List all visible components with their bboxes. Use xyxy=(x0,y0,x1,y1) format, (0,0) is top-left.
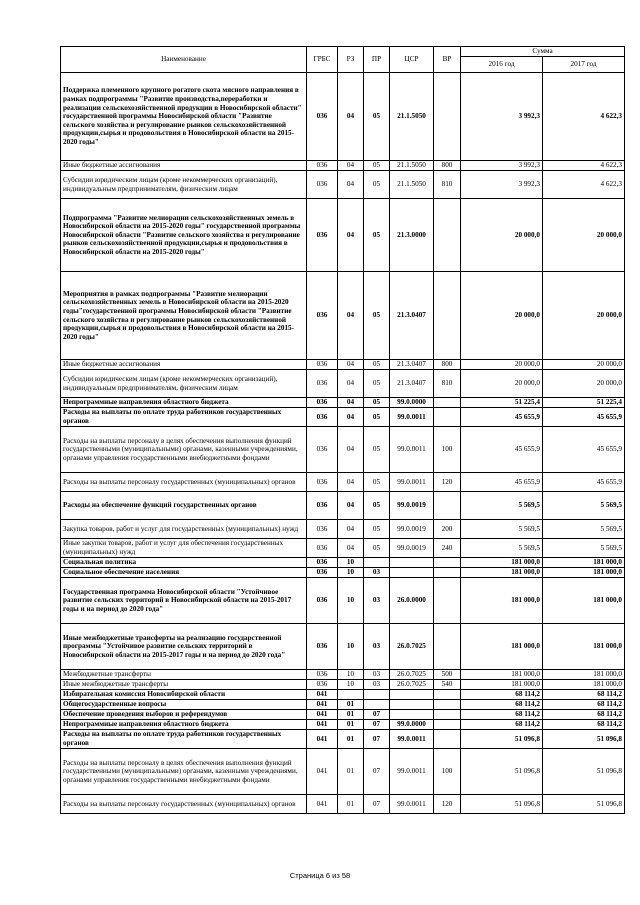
cell-name: Обеспечение проведения выборов и референдумов xyxy=(61,710,307,720)
col-header-csr: ЦСР xyxy=(390,47,434,73)
cell-csr: 21.3.0407 xyxy=(390,370,434,398)
cell-name: Расходы на выплаты персоналу государственных (муниципальных) органов xyxy=(61,795,307,814)
table-row xyxy=(61,720,625,730)
cell-csr: 99.0.0019 xyxy=(390,539,434,558)
table-row xyxy=(61,427,625,473)
table-row xyxy=(61,578,625,624)
cell-name: Иные бюджетные ассигнования xyxy=(61,161,307,171)
cell-rz: 01 xyxy=(338,795,364,814)
cell-rz: 01 xyxy=(338,730,364,749)
cell-vr xyxy=(434,700,461,710)
cell-name: Непрограммные направления областного бюджета xyxy=(61,720,307,730)
table-row xyxy=(61,710,625,720)
table-row xyxy=(61,272,625,360)
cell-rz: 04 xyxy=(338,398,364,408)
cell-pr: 07 xyxy=(364,710,390,720)
cell-name: Поддержка племенного крупного рогатого скота мясного направления в рамках подпрограммы "Развитие производства,переработки и реализации сельскохозяйственной продукции в Новосибирской области" государственной программы Новосибирской области "Развитие сельского хозяйства и регулирование рынков сельскохозяйственной продукции,сырья и продовольствия в Новосибирской области на 2015-2020 годы" xyxy=(61,73,307,161)
cell-grbs: 041 xyxy=(307,749,338,795)
table-row xyxy=(61,690,625,700)
cell-csr: 26.0.7025 xyxy=(390,680,434,690)
cell-rz: 10 xyxy=(338,568,364,578)
cell-grbs: 036 xyxy=(307,473,338,492)
cell-sum-2017: 68 114,2 xyxy=(543,710,625,720)
cell-pr: 07 xyxy=(364,749,390,795)
cell-csr: 21.3.0000 xyxy=(390,199,434,272)
cell-pr: 05 xyxy=(364,272,390,360)
cell-sum-2017: 20 000,0 xyxy=(543,370,625,398)
cell-sum-2017: 181 000,0 xyxy=(543,670,625,680)
cell-pr: 05 xyxy=(364,398,390,408)
cell-sum-2017: 181 000,0 xyxy=(543,568,625,578)
cell-csr: 99.0.0011 xyxy=(390,749,434,795)
cell-vr xyxy=(434,578,461,624)
cell-sum-2016: 20 000,0 xyxy=(461,272,543,360)
cell-name: Расходы на выплаты персоналу государственных (муниципальных) органов xyxy=(61,473,307,492)
cell-rz: 10 xyxy=(338,680,364,690)
cell-name: Непрограммные направления областного бюджета xyxy=(61,398,307,408)
cell-rz: 10 xyxy=(338,624,364,670)
table-row xyxy=(61,370,625,398)
cell-grbs: 041 xyxy=(307,720,338,730)
cell-grbs: 036 xyxy=(307,568,338,578)
cell-sum-2016: 5 569,5 xyxy=(461,520,543,539)
cell-sum-2016: 3 992,3 xyxy=(461,161,543,171)
col-header-name: Наименование xyxy=(61,47,307,73)
cell-name: Социальная политика xyxy=(61,558,307,568)
cell-vr: 800 xyxy=(434,161,461,171)
table-row xyxy=(61,360,625,370)
cell-name: Расходы на выплаты персоналу в целях обеспечения выполнения функций государственными (муниципальными) органами, казенными учреждениями, органами управления государственными внебюджетными фондами xyxy=(61,427,307,473)
cell-vr: 240 xyxy=(434,539,461,558)
cell-name: Общегосударственные вопросы xyxy=(61,700,307,710)
cell-grbs: 036 xyxy=(307,558,338,568)
cell-name: Субсидии юридическим лицам (кроме некоммерческих организаций), индивидуальным предпринимателям, физическим лицам xyxy=(61,171,307,199)
table-row xyxy=(61,492,625,520)
cell-sum-2016: 68 114,2 xyxy=(461,720,543,730)
table-row xyxy=(61,795,625,814)
cell-name: Иные закупки товаров, работ и услуг для обеспечения государственных (муниципальных) нужд xyxy=(61,539,307,558)
cell-sum-2017: 20 000,0 xyxy=(543,199,625,272)
table-row xyxy=(61,680,625,690)
cell-vr: 810 xyxy=(434,171,461,199)
cell-grbs: 036 xyxy=(307,171,338,199)
cell-vr: 200 xyxy=(434,520,461,539)
cell-rz: 04 xyxy=(338,360,364,370)
cell-vr xyxy=(434,492,461,520)
cell-rz: 04 xyxy=(338,272,364,360)
cell-sum-2017: 68 114,2 xyxy=(543,700,625,710)
cell-rz: 04 xyxy=(338,539,364,558)
table-row xyxy=(61,161,625,171)
cell-pr: 07 xyxy=(364,795,390,814)
cell-csr: 99.0.0011 xyxy=(390,427,434,473)
cell-rz: 04 xyxy=(338,408,364,427)
cell-sum-2016: 51 096,8 xyxy=(461,749,543,795)
cell-pr: 05 xyxy=(364,539,390,558)
cell-sum-2016: 3 992,3 xyxy=(461,73,543,161)
cell-sum-2016: 5 569,5 xyxy=(461,539,543,558)
cell-rz: 04 xyxy=(338,492,364,520)
cell-pr: 05 xyxy=(364,408,390,427)
cell-rz: 04 xyxy=(338,473,364,492)
cell-sum-2016: 3 992,3 xyxy=(461,171,543,199)
cell-csr: 21.1.5050 xyxy=(390,161,434,171)
cell-rz: 04 xyxy=(338,171,364,199)
cell-csr xyxy=(390,568,434,578)
cell-name: Иные бюджетные ассигнования xyxy=(61,360,307,370)
cell-sum-2017: 4 622,3 xyxy=(543,161,625,171)
cell-rz: 04 xyxy=(338,520,364,539)
cell-name: Избирательная комиссия Новосибирской области xyxy=(61,690,307,700)
cell-pr: 03 xyxy=(364,680,390,690)
cell-sum-2016: 5 569,5 xyxy=(461,492,543,520)
cell-grbs: 041 xyxy=(307,700,338,710)
cell-sum-2017: 45 655,9 xyxy=(543,427,625,473)
cell-rz: 01 xyxy=(338,710,364,720)
cell-csr xyxy=(390,690,434,700)
cell-pr: 03 xyxy=(364,670,390,680)
table-row xyxy=(61,568,625,578)
cell-sum-2016: 51 225,4 xyxy=(461,398,543,408)
cell-rz: 04 xyxy=(338,427,364,473)
cell-csr: 99.0.0000 xyxy=(390,720,434,730)
table-row xyxy=(61,700,625,710)
cell-csr: 26.0.7025 xyxy=(390,624,434,670)
table-row xyxy=(61,670,625,680)
cell-sum-2017: 51 096,8 xyxy=(543,795,625,814)
cell-vr xyxy=(434,558,461,568)
cell-name: Субсидии юридическим лицам (кроме некоммерческих организаций), индивидуальным предпринимателям, физическим лицам xyxy=(61,370,307,398)
cell-sum-2016: 181 000,0 xyxy=(461,680,543,690)
col-header-sum: Сумма xyxy=(461,47,625,57)
cell-csr: 99.0.0011 xyxy=(390,795,434,814)
cell-sum-2016: 51 096,8 xyxy=(461,730,543,749)
cell-vr: 120 xyxy=(434,795,461,814)
cell-csr: 99.0.0000 xyxy=(390,398,434,408)
cell-name: Государственная программа Новосибирской области "Устойчивое развитие сельских территорий в Новосибирской области на 2015-2017 годы и на период до 2020 года" xyxy=(61,578,307,624)
cell-rz: 04 xyxy=(338,161,364,171)
cell-grbs: 036 xyxy=(307,624,338,670)
cell-sum-2017: 181 000,0 xyxy=(543,624,625,670)
cell-sum-2017: 51 225,4 xyxy=(543,398,625,408)
cell-grbs: 036 xyxy=(307,199,338,272)
table-row xyxy=(61,624,625,670)
cell-sum-2017: 45 655,9 xyxy=(543,408,625,427)
cell-name: Расходы на обеспечение функций государственных органов xyxy=(61,492,307,520)
cell-vr xyxy=(434,730,461,749)
cell-grbs: 036 xyxy=(307,578,338,624)
cell-sum-2016: 181 000,0 xyxy=(461,568,543,578)
cell-pr: 05 xyxy=(364,360,390,370)
cell-name: Иные межбюджетные трансферты xyxy=(61,680,307,690)
cell-vr: 540 xyxy=(434,680,461,690)
table-row xyxy=(61,398,625,408)
cell-sum-2017: 20 000,0 xyxy=(543,272,625,360)
cell-grbs: 036 xyxy=(307,73,338,161)
cell-pr xyxy=(364,690,390,700)
cell-grbs: 036 xyxy=(307,492,338,520)
col-header-vr: ВР xyxy=(434,47,461,73)
cell-rz: 04 xyxy=(338,199,364,272)
page-number: Страница 6 из 58 xyxy=(289,871,351,880)
cell-csr xyxy=(390,558,434,568)
cell-pr: 03 xyxy=(364,578,390,624)
cell-grbs: 036 xyxy=(307,680,338,690)
cell-sum-2017: 51 096,8 xyxy=(543,730,625,749)
cell-grbs: 036 xyxy=(307,161,338,171)
cell-grbs: 036 xyxy=(307,520,338,539)
cell-csr: 99.0.0011 xyxy=(390,408,434,427)
cell-sum-2017: 68 114,2 xyxy=(543,720,625,730)
cell-vr xyxy=(434,408,461,427)
table-body xyxy=(61,73,625,814)
cell-grbs: 041 xyxy=(307,795,338,814)
cell-rz: 01 xyxy=(338,720,364,730)
cell-pr: 05 xyxy=(364,73,390,161)
col-header-pr: ПР xyxy=(364,47,390,73)
cell-grbs: 036 xyxy=(307,360,338,370)
cell-pr: 05 xyxy=(364,492,390,520)
cell-vr xyxy=(434,398,461,408)
cell-csr: 21.1.5050 xyxy=(390,171,434,199)
cell-csr: 26.0.0000 xyxy=(390,578,434,624)
cell-csr: 21.3.0407 xyxy=(390,360,434,370)
cell-grbs: 036 xyxy=(307,670,338,680)
cell-csr: 99.0.0019 xyxy=(390,492,434,520)
cell-sum-2016: 68 114,2 xyxy=(461,710,543,720)
col-header-rz: РЗ xyxy=(338,47,364,73)
col-header-grbs: ГРБС xyxy=(307,47,338,73)
table-row xyxy=(61,520,625,539)
cell-sum-2017: 68 114,2 xyxy=(543,690,625,700)
cell-sum-2016: 68 114,2 xyxy=(461,700,543,710)
cell-sum-2017: 20 000,0 xyxy=(543,360,625,370)
cell-sum-2016: 181 000,0 xyxy=(461,558,543,568)
cell-pr: 05 xyxy=(364,520,390,539)
cell-grbs: 041 xyxy=(307,710,338,720)
cell-sum-2016: 20 000,0 xyxy=(461,199,543,272)
cell-csr: 99.0.0011 xyxy=(390,730,434,749)
cell-grbs: 041 xyxy=(307,730,338,749)
cell-rz: 04 xyxy=(338,73,364,161)
cell-name: Расходы на выплаты по оплате труда работников государственных органов xyxy=(61,408,307,427)
cell-vr xyxy=(434,199,461,272)
cell-sum-2017: 45 655,9 xyxy=(543,473,625,492)
cell-pr: 05 xyxy=(364,171,390,199)
cell-csr: 99.0.0019 xyxy=(390,520,434,539)
cell-sum-2016: 45 655,9 xyxy=(461,408,543,427)
cell-pr: 07 xyxy=(364,730,390,749)
cell-pr: 05 xyxy=(364,427,390,473)
table-row xyxy=(61,171,625,199)
cell-pr: 07 xyxy=(364,720,390,730)
cell-pr: 05 xyxy=(364,199,390,272)
cell-pr: 05 xyxy=(364,161,390,171)
cell-name: Социальное обеспечение населения xyxy=(61,568,307,578)
cell-vr xyxy=(434,720,461,730)
cell-pr xyxy=(364,700,390,710)
table-row xyxy=(61,73,625,161)
cell-vr: 120 xyxy=(434,473,461,492)
cell-vr: 810 xyxy=(434,370,461,398)
cell-rz: 10 xyxy=(338,558,364,568)
cell-grbs: 041 xyxy=(307,690,338,700)
cell-sum-2016: 181 000,0 xyxy=(461,670,543,680)
cell-sum-2017: 4 622,3 xyxy=(543,171,625,199)
cell-grbs: 036 xyxy=(307,539,338,558)
cell-sum-2017: 5 569,5 xyxy=(543,539,625,558)
cell-sum-2017: 181 000,0 xyxy=(543,680,625,690)
cell-sum-2016: 181 000,0 xyxy=(461,578,543,624)
cell-csr: 21.3.0407 xyxy=(390,272,434,360)
cell-pr: 03 xyxy=(364,568,390,578)
cell-sum-2016: 181 000,0 xyxy=(461,624,543,670)
col-header-2017: 2017 год xyxy=(543,57,625,73)
cell-sum-2016: 45 655,9 xyxy=(461,427,543,473)
cell-vr xyxy=(434,710,461,720)
cell-vr: 800 xyxy=(434,360,461,370)
cell-grbs: 036 xyxy=(307,427,338,473)
cell-vr: 500 xyxy=(434,670,461,680)
table-row xyxy=(61,199,625,272)
cell-csr: 99.0.0011 xyxy=(390,473,434,492)
cell-vr xyxy=(434,690,461,700)
table-row xyxy=(61,539,625,558)
cell-sum-2016: 68 114,2 xyxy=(461,690,543,700)
table-row xyxy=(61,408,625,427)
table-row xyxy=(61,730,625,749)
cell-pr: 05 xyxy=(364,473,390,492)
cell-rz: 01 xyxy=(338,749,364,795)
cell-name: Межбюджетные трансферты xyxy=(61,670,307,680)
col-header-2016: 2016 год xyxy=(461,57,543,73)
cell-sum-2017: 51 096,8 xyxy=(543,749,625,795)
cell-rz: 10 xyxy=(338,578,364,624)
table-row xyxy=(61,749,625,795)
cell-rz: 10 xyxy=(338,670,364,680)
cell-sum-2017: 181 000,0 xyxy=(543,558,625,568)
cell-csr: 26.0.7025 xyxy=(390,670,434,680)
cell-sum-2016: 51 096,8 xyxy=(461,795,543,814)
cell-name: Закупка товаров, работ и услуг для государственных (муниципальных) нужд xyxy=(61,520,307,539)
cell-vr xyxy=(434,568,461,578)
cell-csr xyxy=(390,700,434,710)
cell-sum-2016: 20 000,0 xyxy=(461,370,543,398)
budget-table xyxy=(60,46,625,814)
cell-sum-2016: 45 655,9 xyxy=(461,473,543,492)
cell-sum-2016: 20 000,0 xyxy=(461,360,543,370)
cell-name: Иные межбюджетные трансферты на реализацию государственной программы "Устойчивое развитие сельских территорий в Новосибирской области на 2015-2017 годы и на период до 2020 года" xyxy=(61,624,307,670)
cell-grbs: 036 xyxy=(307,272,338,360)
cell-sum-2017: 5 569,5 xyxy=(543,520,625,539)
cell-csr: 21.1.5050 xyxy=(390,73,434,161)
cell-rz: 01 xyxy=(338,700,364,710)
cell-grbs: 036 xyxy=(307,370,338,398)
cell-sum-2017: 4 622,3 xyxy=(543,73,625,161)
cell-rz: 04 xyxy=(338,370,364,398)
cell-sum-2017: 5 569,5 xyxy=(543,492,625,520)
cell-grbs: 036 xyxy=(307,398,338,408)
cell-grbs: 036 xyxy=(307,408,338,427)
cell-vr xyxy=(434,624,461,670)
table-row xyxy=(61,473,625,492)
cell-rz xyxy=(338,690,364,700)
cell-vr: 100 xyxy=(434,749,461,795)
cell-name: Расходы на выплаты персоналу в целях обеспечения выполнения функций государственными (муниципальными) органами, казенными учреждениями, органами управления государственными внебюджетными фондами xyxy=(61,749,307,795)
cell-vr xyxy=(434,73,461,161)
cell-name: Мероприятия в рамках подпрограммы "Развитие мелиорации сельскохозяйственных земель в Новосибирской области на 2015-2020 годы"государственной программы Новосибирской области "Развитие сельского хозяйства и регулирование рынков сельскохозяйственной продукции,сырья и продовольствия в Новосибирской области на 2015-2020 годы" xyxy=(61,272,307,360)
cell-name: Расходы на выплаты по оплате труда работников государственных органов xyxy=(61,730,307,749)
cell-csr xyxy=(390,710,434,720)
cell-vr xyxy=(434,272,461,360)
cell-name: Подпрограмма "Развитие мелиорации сельскохозяйственных земель в Новосибирской области на 2015-2020 годы" государственной программы Новосибирской области "Развитие сельского хозяйства и регулирование рынков сельскохозяйственной продукции,сырья и продовольствия в Новосибирской области на 2015-2020 годы" xyxy=(61,199,307,272)
cell-sum-2017: 181 000,0 xyxy=(543,578,625,624)
table-row xyxy=(61,558,625,568)
cell-pr xyxy=(364,558,390,568)
cell-pr: 03 xyxy=(364,624,390,670)
cell-pr: 05 xyxy=(364,370,390,398)
cell-vr: 100 xyxy=(434,427,461,473)
